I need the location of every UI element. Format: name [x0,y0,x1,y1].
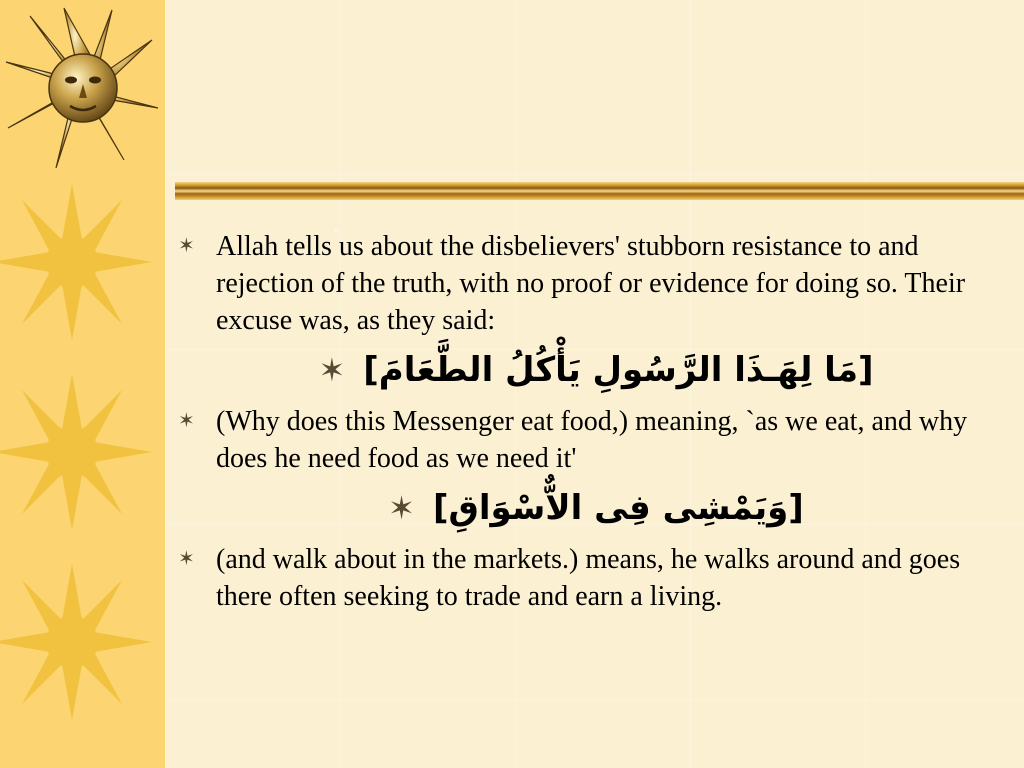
sun-icon [0,374,152,530]
arabic-verse [176,345,1016,395]
star-bullet-icon: ✶ [388,490,415,526]
star-bullet-icon: ✶ [178,235,195,257]
sun-icon [0,184,152,340]
bullet-text: (and walk about in the markets.) means, he walks around and goes there often seeking to trade and earn a living. [216,544,961,612]
gold-divider [175,182,1024,200]
star-bullet-icon: ✶ [178,548,195,570]
bullet-text: (Why does this Messenger eat food,) meaning, `as we eat, and why does he need food as we need it' [216,406,968,474]
star-bullet-icon: ✶ [178,410,195,432]
bullet-item [176,228,1016,339]
sun-face-icon [6,8,158,168]
sun-icon [0,564,152,720]
star-bullet-icon: ✶ [318,352,346,388]
arabic-verse [176,483,1016,533]
arabic-verse-text: [وَيَمْشِى فِى الاٌّسْوَاقِ] [432,488,804,528]
decorative-sidebar [0,0,165,768]
slide-body [176,228,1016,615]
arabic-verse-text: [مَا لِهَـذَا الرَّسُولِ يَأْكُلُ الطَّعَامَ] [363,350,874,390]
bullet-item [176,403,1016,477]
bullet-item [176,541,1016,615]
bullet-text: Allah tells us about the disbelievers' stubborn resistance to and rejection of the truth, with no proof or evidence for doing so. Their excuse was, as they said: [216,231,966,336]
sun-column [0,0,165,768]
